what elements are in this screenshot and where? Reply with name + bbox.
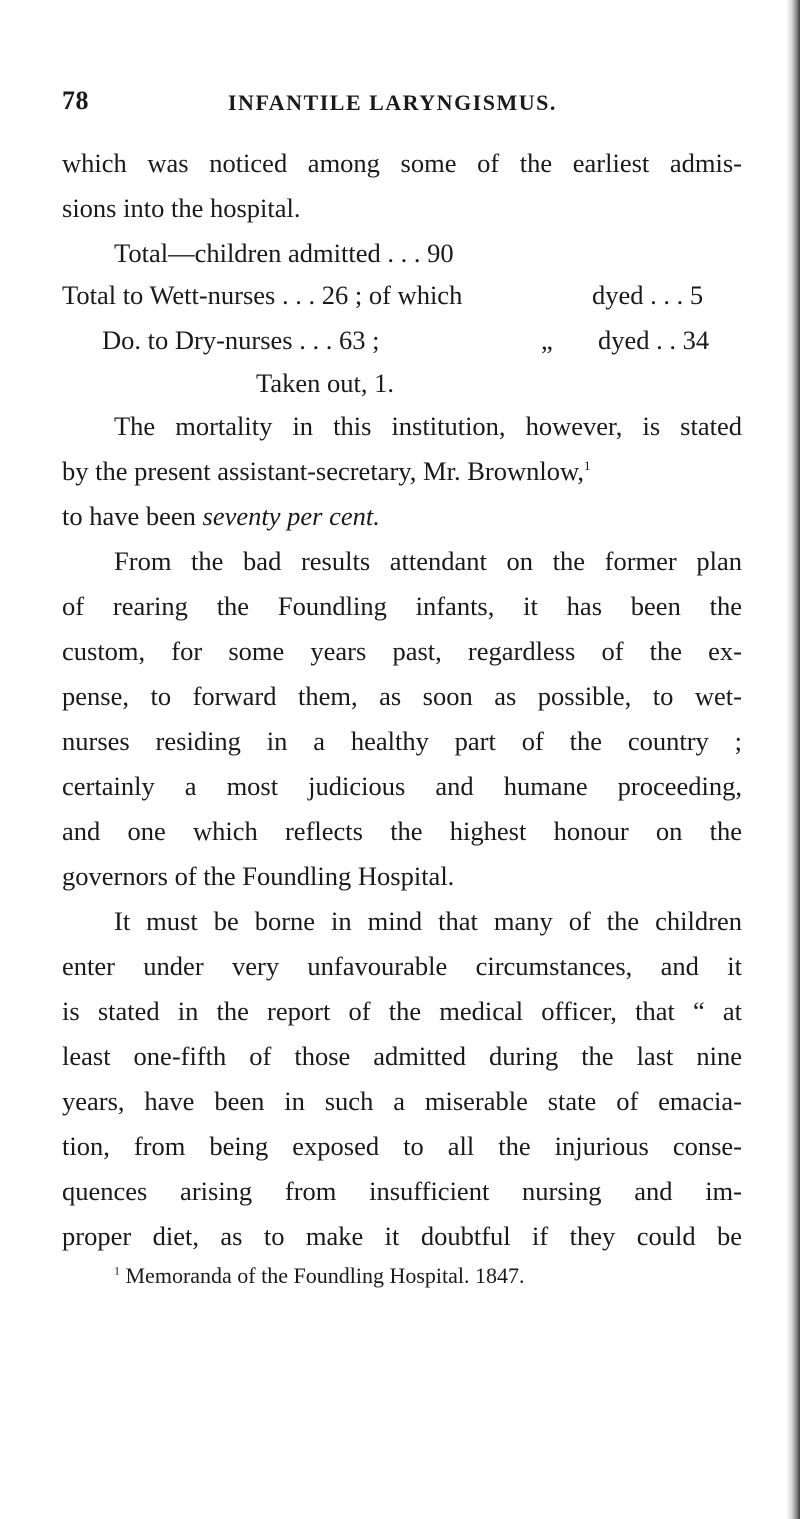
table-ditto-mark: „	[541, 325, 553, 355]
text-line: tion, from being exposed to all the injurious conse-	[62, 1131, 742, 1161]
text-line: governors of the Foundling Hospital.	[62, 861, 455, 891]
table-taken-out: Taken out, 1.	[256, 368, 394, 398]
text-span: by the present assistant-secretary, Mr. Brownlow,	[62, 456, 585, 486]
table-wet-nurses-dyed: dyed . . . 5	[592, 280, 704, 310]
running-head: INFANTILE LARYNGISMUS.	[228, 90, 557, 115]
text-line: enter under very unfavourable circumstances, and it	[62, 951, 742, 981]
page-number: 78	[62, 86, 89, 115]
text-line: years, have been in such a miserable state of emacia-	[62, 1086, 742, 1116]
text-line: sions into the hospital.	[62, 193, 301, 223]
footnote-ref: 1	[584, 458, 591, 474]
text-line: It must be borne in mind that many of the children	[114, 906, 742, 936]
footnote-mark: 1	[114, 1263, 120, 1278]
text-line: quences arising from insufficient nursing and im-	[62, 1176, 742, 1206]
text-line: From the bad results attendant on the former plan	[114, 546, 742, 576]
text-line: certainly a most judicious and humane proceeding,	[62, 771, 742, 801]
text-line: proper diet, as to make it doubtful if they could be	[62, 1221, 742, 1251]
table-total-row: Total—children admitted . . . 90	[114, 238, 454, 268]
text-line: of rearing the Foundling infants, it has been the	[62, 591, 742, 621]
table-dry-nurses-row: Do. to Dry-nurses . . . 63 ;	[102, 325, 380, 355]
text-span: to have been	[62, 501, 203, 531]
text-line: which was noticed among some of the earliest admis-	[62, 148, 742, 178]
footnote	[114, 1263, 525, 1289]
text-line: pense, to forward them, as soon as possible, to wet-	[62, 681, 742, 711]
table-dry-nurses-dyed: dyed . . 34	[598, 325, 710, 355]
text-line: and one which reflects the highest honour on the	[62, 816, 742, 846]
italic-text: seventy per cent.	[202, 501, 380, 531]
text-line	[62, 451, 742, 491]
table-wet-nurses-row: Total to Wett-nurses . . . 26 ; of which	[62, 280, 463, 310]
page-edge-shadow	[786, 0, 800, 1519]
text-line: least one-fifth of those admitted during the last nine	[62, 1041, 742, 1071]
text-line: The mortality in this institution, however, is stated	[114, 411, 742, 441]
text-line: custom, for some years past, regardless of the ex-	[62, 636, 742, 666]
text-line	[62, 496, 742, 536]
page-header	[62, 86, 762, 122]
footnote-text: Memoranda of the Foundling Hospital. 1847.	[125, 1263, 525, 1288]
text-line: nurses residing in a healthy part of the country ;	[62, 726, 742, 756]
text-line: is stated in the report of the medical officer, that “ at	[62, 996, 742, 1026]
